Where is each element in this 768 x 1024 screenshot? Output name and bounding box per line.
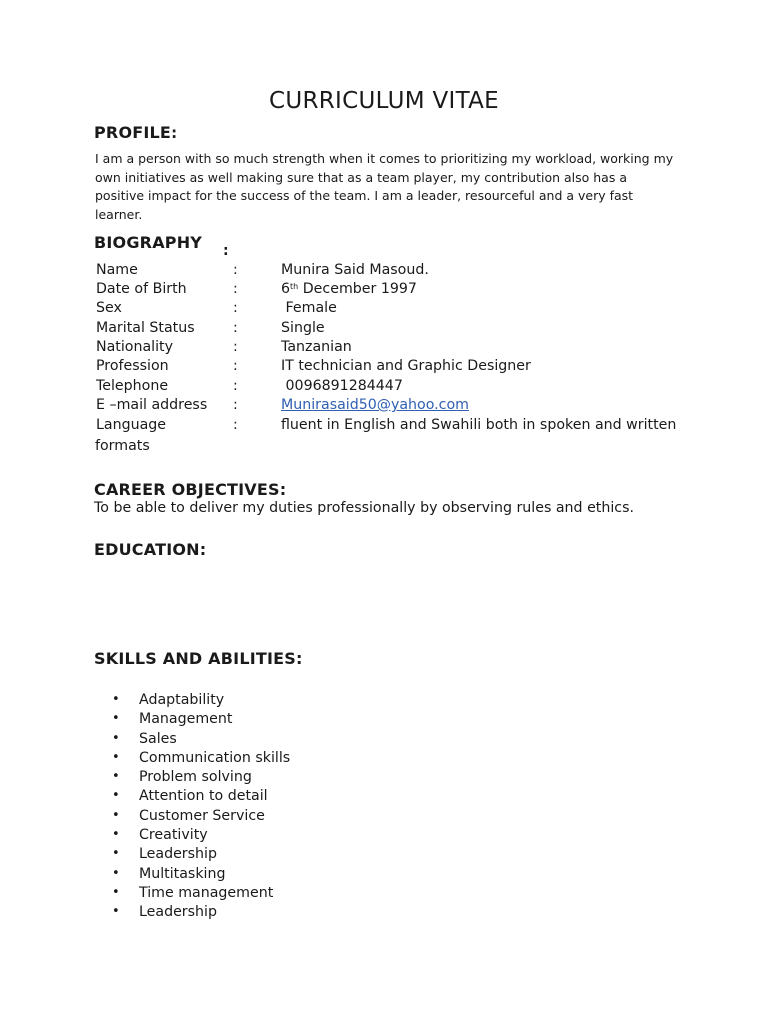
bio-label: Telephone (96, 378, 169, 394)
skill-label: Leadership (139, 846, 217, 863)
bullet-icon: • (112, 884, 120, 900)
bio-separator: : (233, 358, 238, 374)
skill-label: Communication skills (139, 749, 291, 766)
bio-value: Tanzanian (281, 339, 352, 355)
bullet-icon: • (112, 807, 120, 823)
bullet-icon: • (112, 865, 120, 881)
skill-label: Customer Service (139, 807, 265, 824)
skill-label: Creativity (139, 827, 208, 844)
career-objectives-text: To be able to deliver my duties professionally by observing rules and ethics. (94, 500, 634, 516)
bio-value: 0096891284447 (281, 378, 403, 394)
bullet-icon: • (112, 788, 120, 804)
bullet-icon: • (112, 692, 120, 707)
profile-heading-colon: : (171, 124, 178, 142)
career-objectives-heading: CAREER OBJECTIVES: (94, 480, 287, 499)
document-title: CURRICULUM VITAE (268, 88, 500, 114)
skill-label: Sales (139, 730, 177, 747)
education-heading: EDUCATION: (94, 540, 207, 559)
skill-label: Leadership (139, 904, 217, 921)
bullet-icon: • (112, 846, 120, 862)
bio-value: Munira Said Masoud. (281, 262, 429, 278)
dob-month-year: December 1997 (298, 281, 417, 297)
bullet-icon: • (112, 827, 120, 843)
bio-separator: : (233, 262, 238, 278)
profile-text: I am a person with so much strength when it comes to prioritizing my workload, working my own initiatives as well making sure that as a team player, my contribution also has a positive impact for the success of the team. I am a leader, resourceful and a very fast learner. (95, 151, 674, 222)
bio-separator: : (233, 300, 238, 316)
email-link[interactable]: Munirasaid50@yahoo.com (281, 397, 469, 413)
dob-day: 6 (281, 281, 291, 297)
biography-heading: BIOGRAPHY (94, 233, 203, 252)
bio-separator: : (233, 417, 238, 433)
bio-separator: : (233, 281, 238, 297)
bio-separator: : (233, 378, 238, 394)
skill-label: Management (139, 711, 233, 728)
bio-value: Female (281, 300, 337, 316)
bio-value: Single (281, 320, 325, 336)
biography-heading-colon: : (223, 243, 229, 259)
bio-label: Nationality (96, 339, 174, 355)
skill-label: Attention to detail (139, 788, 268, 805)
bullet-icon: • (112, 769, 120, 785)
bullet-icon: • (112, 711, 120, 727)
bio-label: Sex (96, 300, 122, 316)
bio-value: fluent in English and Swahili both in spoken and written (281, 417, 677, 433)
bio-separator: : (233, 320, 238, 336)
bio-value (281, 281, 417, 297)
bio-label: Profession (96, 358, 169, 374)
skill-label: Problem solving (139, 769, 252, 786)
bullet-icon: • (112, 749, 120, 765)
profile-heading-label: PROFILE (94, 123, 172, 142)
language-continuation: formats (95, 438, 150, 454)
skill-label: Adaptability (139, 692, 225, 708)
bullet-icon: • (112, 730, 120, 746)
bio-label: E –mail address (96, 397, 208, 413)
bullet-icon: • (112, 904, 120, 920)
bio-separator: : (233, 397, 238, 413)
bio-separator: : (233, 339, 238, 355)
bio-label: Language (96, 417, 167, 433)
skill-label: Multitasking (139, 865, 226, 882)
profile-heading (94, 123, 177, 142)
dob-ordinal-suffix: th (290, 282, 299, 291)
skills-heading: SKILLS AND ABILITIES: (94, 649, 303, 668)
skill-label: Time management (139, 884, 274, 901)
bio-label: Date of Birth (96, 281, 187, 297)
bio-label: Marital Status (96, 320, 195, 336)
bio-value: IT technician and Graphic Designer (281, 358, 531, 374)
bio-label: Name (96, 262, 138, 278)
